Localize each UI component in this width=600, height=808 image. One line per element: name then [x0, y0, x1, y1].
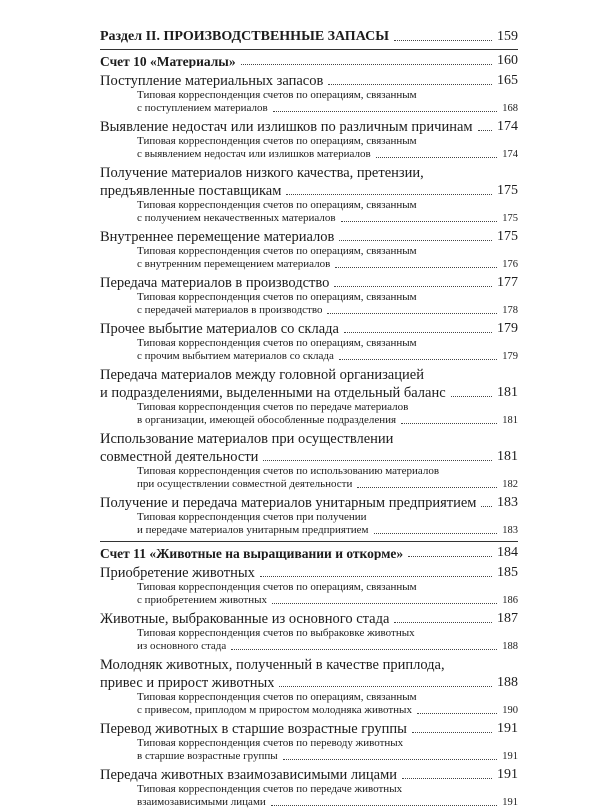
entry-line-page-number: 181: [497, 450, 518, 464]
leader-dots: [272, 602, 497, 604]
entry-line-page-number: 185: [497, 566, 518, 580]
subitem-line: [137, 464, 518, 477]
entry-line: [100, 718, 518, 736]
entry-line-page-number: 191: [497, 768, 518, 782]
leader-dots: [335, 266, 497, 268]
subitem-line-page-number: 182: [502, 480, 518, 491]
entry-subitem[interactable]: [100, 626, 518, 652]
subitem-line: [137, 477, 518, 490]
toc-entry[interactable]: [100, 492, 518, 536]
leader-dots: [286, 193, 492, 195]
entry-line-text: Животные, выбракованные из основного стада: [100, 612, 389, 627]
table-of-contents: [100, 28, 518, 808]
subitem-line-text: с передачей материалов в производство: [137, 305, 322, 316]
leader-dots: [279, 685, 492, 687]
subitem-line: [137, 639, 518, 652]
entry-line-text: Прочее выбытие материалов со склада: [100, 322, 339, 337]
entry-line-text: и подразделениями, выделенными на отдельный баланс: [100, 386, 446, 401]
subitem-line-page-number: 190: [502, 706, 518, 717]
toc-entry[interactable]: [100, 764, 518, 808]
entry-line-text: предъявленные поставщикам: [100, 184, 281, 199]
entry-line-text: Передача материалов в производство: [100, 276, 329, 291]
subitem-line-text: Типовая корреспонденция счетов по использованию материалов: [137, 466, 439, 477]
entry-line-text: Получение и передача материалов унитарным предприятием: [100, 496, 476, 511]
subitem-line: [137, 749, 518, 762]
leader-dots: [339, 239, 492, 241]
subitem-line-text: Типовая корреспонденция счетов по операциям, связанным: [137, 136, 417, 147]
subitem-line: [137, 736, 518, 749]
entry-line: [100, 446, 518, 464]
subitem-line-text: Типовая корреспонденция счетов по переводу животных: [137, 738, 403, 749]
leader-dots: [374, 532, 498, 534]
leader-dots: [402, 777, 492, 779]
entry-line-page-number: 165: [497, 74, 518, 88]
entry-line: [100, 162, 518, 180]
leader-dots: [339, 358, 497, 360]
leader-dots: [263, 459, 492, 461]
subitem-line-page-number: 188: [502, 642, 518, 653]
entry-subitem[interactable]: [100, 134, 518, 160]
subitem-line: [137, 510, 518, 523]
subitem-line: [137, 147, 518, 160]
subitem-line-text: Типовая корреспонденция счетов по операциям, связанным: [137, 338, 417, 349]
leader-dots: [408, 555, 492, 557]
toc-entry[interactable]: [100, 162, 518, 224]
entry-line: [100, 364, 518, 382]
entry-line-text: Передача материалов между головной организацией: [100, 368, 424, 383]
toc-entry[interactable]: [100, 364, 518, 426]
leader-dots: [328, 83, 492, 85]
entry-line: [100, 226, 518, 244]
subitem-line-text: Типовая корреспонденция счетов по передаче животных: [137, 784, 402, 795]
subitem-line-text: Типовая корреспонденция счетов по операциям, связанным: [137, 90, 417, 101]
subitem-line: [137, 782, 518, 795]
subitem-line-page-number: 176: [502, 260, 518, 271]
entry-line-text: Использование материалов при осуществлении: [100, 432, 393, 447]
entry-line: [100, 654, 518, 672]
leader-dots: [357, 486, 497, 488]
toc-entry[interactable]: [100, 226, 518, 270]
entry-line: [100, 116, 518, 134]
entry-line: [100, 492, 518, 510]
subitem-line-text: Типовая корреспонденция счетов по операциям, связанным: [137, 692, 417, 703]
entry-line-text: Молодняк животных, полученный в качестве приплода,: [100, 658, 445, 673]
leader-dots: [271, 804, 497, 806]
entry-line-page-number: 187: [497, 612, 518, 626]
entry-subitem[interactable]: [100, 88, 518, 114]
leader-dots: [341, 220, 498, 222]
subitem-line-text: взаимозависимыми лицами: [137, 797, 266, 808]
section-page-number: 159: [497, 30, 518, 44]
toc-entry[interactable]: [100, 562, 518, 606]
leader-dots: [481, 505, 492, 507]
subitem-line: [137, 626, 518, 639]
subitem-line-text: Типовая корреспонденция счетов по выбраковке животных: [137, 628, 415, 639]
leader-dots: [394, 621, 492, 623]
subitem-line-text: Типовая корреспонденция счетов по операциям, связанным: [137, 246, 417, 257]
entry-line-page-number: 183: [497, 496, 518, 510]
account-heading-text: Счет 11 «Животные на выращивании и откорме»: [100, 547, 403, 561]
subitem-line-page-number: 175: [502, 214, 518, 225]
subitem-line-text: с поступлением материалов: [137, 103, 268, 114]
entry-subitem[interactable]: [100, 244, 518, 270]
subitem-line-text: при осуществлении совместной деятельности: [137, 479, 352, 490]
leader-dots: [376, 156, 498, 158]
toc-entry[interactable]: [100, 318, 518, 362]
subitem-line: [137, 134, 518, 147]
leader-dots: [283, 758, 498, 760]
entry-subitem[interactable]: [100, 510, 518, 536]
subitem-line: [137, 257, 518, 270]
entry-subitem[interactable]: [100, 782, 518, 808]
toc-entry[interactable]: [100, 718, 518, 762]
entry-subitem[interactable]: [100, 690, 518, 716]
entry-subitem[interactable]: [100, 400, 518, 426]
entry-line-page-number: 179: [497, 322, 518, 336]
entry-line: [100, 562, 518, 580]
subitem-line: [137, 244, 518, 257]
subitem-line-page-number: 168: [502, 104, 518, 115]
leader-dots: [273, 110, 498, 112]
subitem-line: [137, 413, 518, 426]
subitem-line: [137, 303, 518, 316]
entry-line-text: Получение материалов низкого качества, претензии,: [100, 166, 424, 181]
subitem-line-text: и передаче материалов унитарным предприятием: [137, 525, 369, 536]
entry-line: [100, 672, 518, 690]
entry-line-text: Поступление материальных запасов: [100, 74, 323, 89]
accounts-list: [100, 49, 518, 808]
subitem-line: [137, 336, 518, 349]
toc-entry[interactable]: [100, 70, 518, 114]
subitem-line-text: Типовая корреспонденция счетов при получении: [137, 512, 367, 523]
subitem-line: [137, 795, 518, 808]
leader-dots: [412, 731, 492, 733]
divider: [100, 49, 518, 50]
subitem-line-text: Типовая корреспонденция счетов по операциям, связанным: [137, 200, 417, 211]
entry-line-text: привес и прирост животных: [100, 676, 274, 691]
account-heading-text: Счет 10 «Материалы»: [100, 55, 236, 69]
subitem-line-text: с получением некачественных материалов: [137, 213, 336, 224]
entry-line-text: Перевод животных в старшие возрастные группы: [100, 722, 407, 737]
leader-dots: [334, 285, 492, 287]
subitem-line-text: в организации, имеющей обособленные подразделения: [137, 415, 396, 426]
subitem-line-text: из основного стада: [137, 641, 226, 652]
subitem-line-page-number: 183: [502, 526, 518, 537]
subitem-line-text: Типовая корреспонденция счетов по операциям, связанным: [137, 582, 417, 593]
entry-subitem[interactable]: [100, 290, 518, 316]
subitem-line-page-number: 178: [502, 306, 518, 317]
subitem-line: [137, 101, 518, 114]
entry-line: [100, 180, 518, 198]
entry-line-text: совместной деятельности: [100, 450, 258, 465]
entry-line-page-number: 174: [497, 120, 518, 134]
toc-entry[interactable]: [100, 116, 518, 160]
leader-dots: [394, 39, 492, 41]
subitem-line: [137, 593, 518, 606]
entry-line-page-number: 181: [497, 386, 518, 400]
subitem-line: [137, 349, 518, 362]
entry-subitem[interactable]: [100, 736, 518, 762]
subitem-line-text: с прочим выбытием материалов со склада: [137, 351, 334, 362]
subitem-line: [137, 198, 518, 211]
subitem-line-text: в старшие возрастные группы: [137, 751, 278, 762]
subitem-line-text: с выявлением недостач или излишков материалов: [137, 149, 371, 160]
entry-subitem[interactable]: [100, 198, 518, 224]
subitem-line-page-number: 191: [502, 752, 518, 763]
entry-line: [100, 428, 518, 446]
subitem-line: [137, 88, 518, 101]
entry-line-page-number: 175: [497, 184, 518, 198]
entry-line-text: Приобретение животных: [100, 566, 255, 581]
subitem-line: [137, 290, 518, 303]
leader-dots: [241, 63, 492, 65]
entry-line: [100, 272, 518, 290]
subitem-line-text: с привесом, приплодом м приростом молодняка животных: [137, 705, 412, 716]
entry-line-text: Передача животных взаимозависимыми лицами: [100, 768, 397, 783]
subitem-line-text: Типовая корреспонденция счетов по операциям, связанным: [137, 292, 417, 303]
entry-line: [100, 70, 518, 88]
subitem-line: [137, 211, 518, 224]
entry-subitem[interactable]: [100, 464, 518, 490]
toc-entry[interactable]: [100, 272, 518, 316]
leader-dots: [231, 648, 497, 650]
entry-line-page-number: 191: [497, 722, 518, 736]
subitem-line-text: Типовая корреспонденция счетов по передаче материалов: [137, 402, 408, 413]
entry-line-text: Внутреннее перемещение материалов: [100, 230, 334, 245]
account-heading-page-number: 184: [497, 546, 518, 560]
entry-subitem[interactable]: [100, 336, 518, 362]
subitem-line: [137, 690, 518, 703]
entry-line-page-number: 175: [497, 230, 518, 244]
leader-dots: [401, 422, 497, 424]
entry-line-page-number: 177: [497, 276, 518, 290]
entry-line: [100, 382, 518, 400]
subitem-line: [137, 580, 518, 593]
account-heading[interactable]: [100, 546, 518, 560]
toc-entry[interactable]: [100, 428, 518, 490]
subitem-line-text: с внутренним перемещением материалов: [137, 259, 330, 270]
leader-dots: [417, 712, 497, 714]
entry-line: [100, 608, 518, 626]
entry-subitem[interactable]: [100, 580, 518, 606]
leader-dots: [327, 312, 497, 314]
toc-entry[interactable]: [100, 654, 518, 716]
entry-line-text: Выявление недостач или излишков по различным причинам: [100, 120, 473, 135]
account-heading[interactable]: [100, 54, 518, 68]
subitem-line-page-number: 186: [502, 596, 518, 607]
section-title: Раздел II. ПРОИЗВОДСТВЕННЫЕ ЗАПАСЫ: [100, 30, 389, 44]
toc-entry[interactable]: [100, 608, 518, 652]
entry-line: [100, 318, 518, 336]
section-heading[interactable]: [100, 28, 518, 44]
subitem-line: [137, 523, 518, 536]
subitem-line: [137, 703, 518, 716]
subitem-line-page-number: 174: [502, 150, 518, 161]
entry-line: [100, 764, 518, 782]
leader-dots: [478, 129, 492, 131]
leader-dots: [344, 331, 492, 333]
account-heading-page-number: 160: [497, 54, 518, 68]
subitem-line-page-number: 179: [502, 352, 518, 363]
subitem-line-page-number: 191: [502, 798, 518, 808]
subitem-line-text: с приобретением животных: [137, 595, 267, 606]
divider: [100, 541, 518, 542]
subitem-line-page-number: 181: [502, 416, 518, 427]
subitem-line: [137, 400, 518, 413]
leader-dots: [451, 395, 492, 397]
entry-line-page-number: 188: [497, 676, 518, 690]
leader-dots: [260, 575, 492, 577]
